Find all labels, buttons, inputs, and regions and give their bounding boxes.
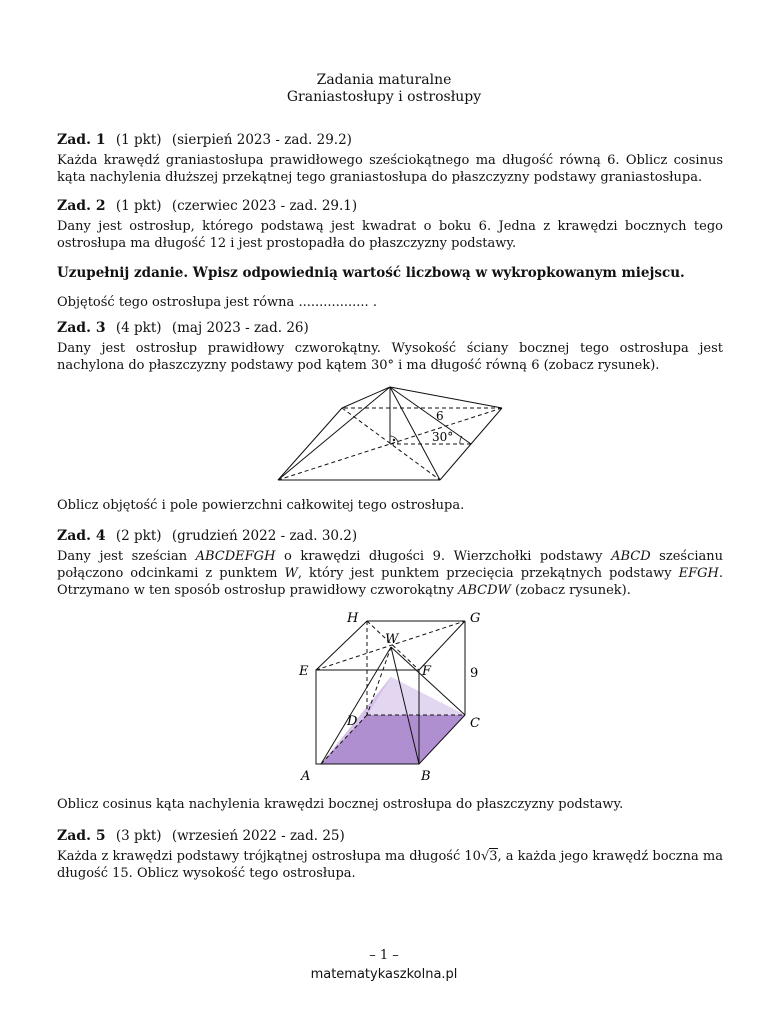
task-3-points: (4 pkt): [115, 320, 162, 336]
task-2-label: Zad. 2: [57, 198, 106, 214]
label-W: W: [385, 632, 399, 647]
face-back: [367, 677, 465, 715]
task-1-source: (sierpień 2023 - zad. 29.2): [171, 132, 352, 148]
task-2-header: [57, 198, 723, 215]
task-1-header: [57, 132, 723, 149]
label-G: G: [470, 611, 481, 626]
task-3-source: (maj 2023 - zad. 26): [171, 320, 309, 336]
task-3-text: Dany jest ostrosłup prawidłowy czworokątny. Wysokość ściany bocznej tego ostrosłupa jest nachylona do płaszczyzny podstawy pod kątem 30° i ma długość równą 6 (zobacz rysunek).: [57, 341, 723, 373]
task-1: [57, 132, 723, 186]
task-3: [57, 320, 723, 374]
base-edge-left: [278, 408, 342, 480]
task-2-text: Dany jest ostrosłup, którego podstawą jest kwadrat o boku 6. Jedna z krawędzi bocznych tego ostrosłupa ma długość 12 i jest prostopadła do płaszczyzny podstawy.: [57, 219, 723, 251]
task-4-text: Dany jest sześcian ABCDEFGH o krawędzi długości 9. Wierzchołki podstawy ABCD sześcianu połączono odcinkami z punktem W, który jest punktem przecięcia przekątnych podstawy EFGH. Otrzymano w ten sposób ostrosłup prawidłowy czworokątny ABCDW (zobacz rysunek).: [57, 549, 723, 598]
task-5-points: (3 pkt): [115, 828, 162, 844]
task-5: [57, 828, 723, 882]
task-4: [57, 528, 723, 599]
task-4-source: (grudzień 2022 - zad. 30.2): [171, 528, 358, 544]
lateral-edge-d: [342, 387, 390, 408]
edge-FG: [419, 621, 465, 670]
angle-label-30: 30°: [432, 430, 454, 444]
task-3-label: Zad. 3: [57, 320, 106, 336]
task-4-question: Oblicz cosinus kąta nachylenia krawędzi bocznej ostrosłupa do płaszczyzny podstawy.: [57, 797, 624, 812]
task-4-header: [57, 528, 723, 545]
task-5-source: (wrzesień 2022 - zad. 25): [171, 828, 345, 844]
task-2-answer-line: Objętość tego ostrosłupa jest równa ................. .: [57, 295, 377, 310]
edge-EH: [316, 621, 367, 670]
label-H: H: [347, 611, 359, 626]
right-angle-dot: [393, 439, 395, 441]
site-footer: matematykaszkolna.pl: [310, 967, 458, 982]
lateral-edge-c: [390, 387, 502, 408]
task-1-points: (1 pkt): [115, 132, 162, 148]
task-2-source: (czerwiec 2023 - zad. 29.1): [171, 198, 358, 214]
task-2-points: (1 pkt): [115, 198, 162, 214]
label-A: A: [301, 769, 311, 784]
task-5-text: Każda z krawędzi podstawy trójkątnej ostrosłupa ma długość 10√3, a każda jego krawędź boczna ma długość 15. Oblicz wysokość tego ostrosłupa.: [57, 849, 723, 881]
label-F: F: [422, 664, 432, 679]
task-1-label: Zad. 1: [57, 132, 106, 148]
task-2-instruction: Uzupełnij zdanie. Wpisz odpowiednią wartość liczbową w wykropkowanym miejscu.: [57, 265, 685, 281]
label-B: B: [421, 769, 431, 784]
task-3-question: Oblicz objętość i pole powierzchni całkowitej tego ostrosłupa.: [57, 498, 465, 513]
task-3-header: [57, 320, 723, 337]
task-2: [57, 198, 723, 311]
cube-figure: [295, 607, 495, 787]
label-edge-9: 9: [470, 666, 479, 681]
lateral-edge-a: [278, 387, 390, 480]
task-5-label: Zad. 5: [57, 828, 106, 844]
task-5-header: [57, 828, 723, 845]
face-height: [390, 387, 471, 444]
label-E: E: [299, 664, 309, 679]
label-C: C: [470, 716, 480, 731]
page-title: Zadania maturalne: [316, 72, 452, 88]
sqrt-expression: 10√3: [464, 849, 498, 864]
task-4-points: (2 pkt): [115, 528, 162, 544]
page-number: – 1 –: [369, 948, 399, 963]
task-4-label: Zad. 4: [57, 528, 106, 544]
pyramid-figure: [270, 380, 510, 486]
sqrt-icon: √: [480, 849, 490, 864]
label-D: D: [347, 714, 358, 729]
edge-label-6: 6: [436, 409, 444, 423]
task-1-text: Każda krawędź graniastosłupa prawidłowego sześciokątnego ma długość równą 6. Oblicz cosinus kąta nachylenia dłuższej przekątnej tego graniastosłupa do płaszczyzny podstawy graniastosłupa.: [57, 153, 723, 185]
angle-arc: [460, 436, 462, 444]
page-subtitle: Graniastosłupy i ostrosłupy: [286, 89, 482, 105]
